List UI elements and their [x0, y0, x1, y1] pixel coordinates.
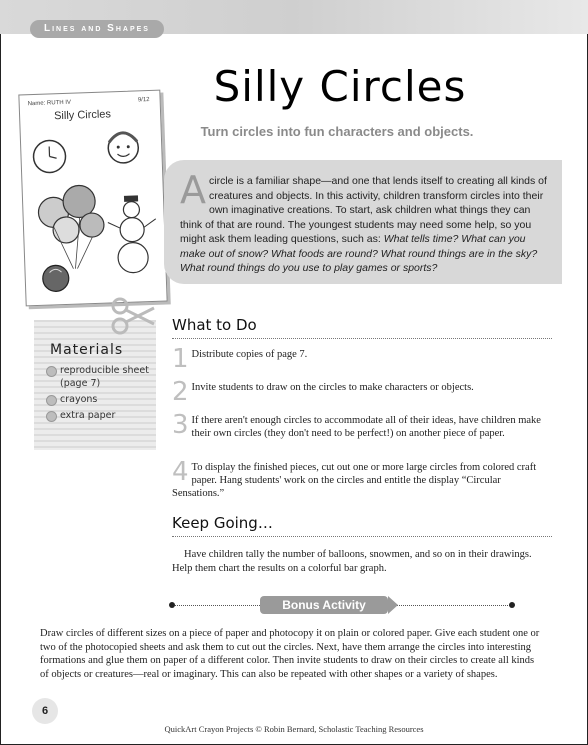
bonus-activity-text: Draw circles of different sizes on a piece of paper and photocopy it on plain or colored paper. Give each student one or two of the photocopied sheets and ask them to cut out the circles. Next, have them arrange the circles into interesting formations and glue them on paper of a different color. Then invite students to draw on their circles to create all kinds of objects or creatures—real or imaginary. This can also be repeated with other shapes or a variety of shapes.	[40, 628, 540, 680]
step-item	[172, 410, 542, 440]
sample-date-line: 9/12	[137, 96, 150, 104]
materials-item: crayons	[46, 393, 154, 406]
step-item	[172, 457, 542, 500]
step-number: 4	[172, 457, 189, 487]
intro-dropcap: A	[180, 168, 206, 212]
page-number: 6	[32, 698, 58, 724]
bonus-activity-label: Bonus Activity	[260, 596, 388, 614]
sample-title: Silly Circles	[53, 108, 112, 123]
page-title: Silly Circles	[213, 62, 467, 111]
sample-name-line: Name: RUTH IV	[27, 99, 72, 108]
footer-credit: QuickArt Crayon Projects © Robin Bernard, Scholastic Teaching Resources	[164, 724, 424, 734]
intro-panel	[164, 160, 562, 284]
materials-box	[34, 320, 156, 450]
keep-going-text: Have children tally the number of balloons, snowmen, and so on in their drawings. Help them chart the results on a colorful bar graph.	[172, 549, 532, 574]
step-item	[172, 344, 542, 374]
keep-going-heading: Keep Going…	[172, 514, 273, 532]
bullet-icon	[509, 602, 515, 608]
materials-item: extra paper	[46, 409, 154, 422]
step-text: If there aren't enough circles to accommodate all of their ideas, have children make their own circles (they don't need to be perfect!) on another piece of paper.	[191, 415, 541, 439]
materials-item: reproducible sheet (page 7)	[46, 364, 154, 390]
divider	[172, 338, 552, 339]
step-text: Distribute copies of page 7.	[191, 349, 308, 360]
scissors-icon	[108, 296, 156, 336]
intro-questions: What tells time? What can you make out of snow? What foods are round? What round things are in the sky? What round things do you use to play games or sports?	[180, 233, 538, 274]
intro-paragraph	[180, 168, 552, 276]
step-text: Invite students to draw on the circles to make characters or objects.	[191, 382, 474, 393]
what-to-do-heading: What to Do	[172, 316, 257, 334]
step-text: To display the finished pieces, cut out one or more large circles from colored craft paper. Hang students' work on the circles and entitle the display “Circular Sensations.”	[172, 462, 537, 499]
circle-drawings-icon	[19, 91, 166, 306]
bullet-icon	[169, 602, 175, 608]
top-banner	[0, 0, 588, 34]
step-number: 2	[172, 377, 189, 407]
step-number: 3	[172, 410, 189, 440]
divider	[172, 536, 552, 537]
materials-list	[46, 364, 154, 425]
page-subtitle: Turn circles into fun characters and objects.	[200, 124, 474, 139]
section-tab: Lines and Shapes	[30, 20, 164, 38]
student-sample-drawing	[18, 90, 167, 307]
intro-text: circle is a familiar shape—and one that lends itself to creating all kinds of creatures and objects. In this activity, children transform circles into their own imaginative creations. To start, ask children what things they can think of that are round. The youngest students may need some help, so you might ask them leading questions, such as:	[180, 175, 547, 245]
step-number: 1	[172, 344, 189, 374]
step-item	[172, 377, 542, 407]
materials-title: Materials	[50, 342, 124, 358]
